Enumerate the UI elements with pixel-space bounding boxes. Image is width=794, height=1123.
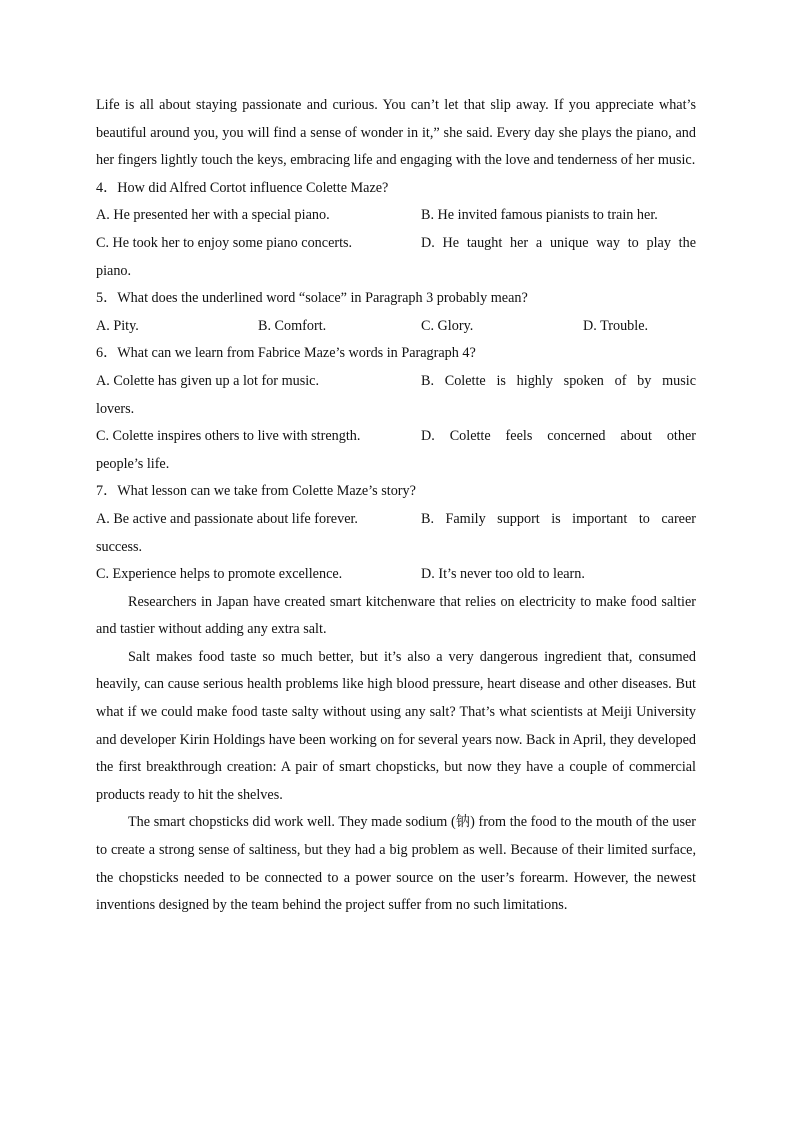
question-4-option-c[interactable]: C. He took her to enjoy some piano concerts. [96, 234, 353, 251]
question-5-option-c[interactable]: C. Glory. [421, 317, 474, 334]
document-page [96, 92, 696, 920]
question-6-options [96, 368, 696, 478]
question-4-option-a[interactable]: A. He presented her with a special piano. [96, 207, 330, 224]
question-6-stem: 6．What can we learn from Fabrice Maze’s words in Paragraph 4? [96, 345, 476, 362]
question-6-option-d-continued: people’s life. [96, 455, 170, 472]
question-6-option-b-continued: lovers. [96, 400, 135, 417]
question-4-option-d-continued: piano. [96, 262, 132, 279]
question-7-stem: 7．What lesson can we take from Colette Maze’s story? [96, 483, 416, 500]
question-6-option-b[interactable]: B. Colette is highly spoken of by music [421, 372, 696, 389]
passage-intro: Life is all about staying passionate and curious. You can’t let that slip away. If you appreciate what’s beautiful around you, you will find a sense of wonder in it,” she said. Every day she plays the piano, and her fingers lightly touch the keys, embracing life and engaging with the love and tenderness of her music. [96, 97, 696, 169]
question-4-stem: 4．How did Alfred Cortot influence Colette Maze? [96, 179, 389, 196]
question-6-option-c[interactable]: C. Colette inspires others to live with strength. [96, 428, 361, 445]
question-5-option-b[interactable]: B. Comfort. [258, 317, 327, 334]
question-4-options [96, 202, 696, 285]
question-7-option-d[interactable]: D. It’s never too old to learn. [421, 566, 585, 583]
question-6-option-d[interactable]: D. Colette feels concerned about other [421, 428, 696, 445]
question-5-option-a[interactable]: A. Pity. [96, 317, 139, 334]
question-6-option-a[interactable]: A. Colette has given up a lot for music. [96, 372, 320, 389]
passage2-paragraph-1: Researchers in Japan have created smart kitchenware that relies on electricity to make food saltier and tastier without adding any extra salt. [96, 593, 696, 638]
question-7-option-b[interactable]: B. Family support is important to career [421, 510, 696, 527]
question-5-option-d[interactable]: D. Trouble. [583, 317, 649, 334]
question-7-option-b-continued: success. [96, 538, 143, 555]
passage2-paragraph-2: Salt makes food taste so much better, but it’s also a very dangerous ingredient that, consumed heavily, can cause serious health problems like high blood pressure, heart disease and other diseases. But what if we could make food taste salty without using any salt? That’s what scientists at Meiji University and developer Kirin Holdings have been working on for several years now. Back in April, they developed the first breakthrough creation: A pair of smart chopsticks, but now they have a couple of commercial products ready to hit the shelves. [96, 648, 696, 803]
question-7-option-a[interactable]: A. Be active and passionate about life forever. [96, 510, 358, 527]
question-7-option-c[interactable]: C. Experience helps to promote excellence. [96, 566, 343, 583]
question-4-option-d[interactable]: D. He taught her a unique way to play the [421, 234, 696, 251]
question-5-stem: 5．What does the underlined word “solace” in Paragraph 3 probably mean? [96, 290, 528, 307]
question-4-option-b[interactable]: B. He invited famous pianists to train her. [421, 207, 658, 224]
question-5-options [96, 313, 696, 341]
passage2-paragraph-3: The smart chopsticks did work well. They made sodium (钠) from the food to the mouth of the user to create a strong sense of saltiness, but they had a big problem as well. Because of their limited surface, the chopsticks needed to be connected to a power source on the user’s forearm. However, the newest inventions designed by the team behind the project suffer from no such limitations. [96, 814, 696, 914]
question-7-options [96, 506, 696, 589]
